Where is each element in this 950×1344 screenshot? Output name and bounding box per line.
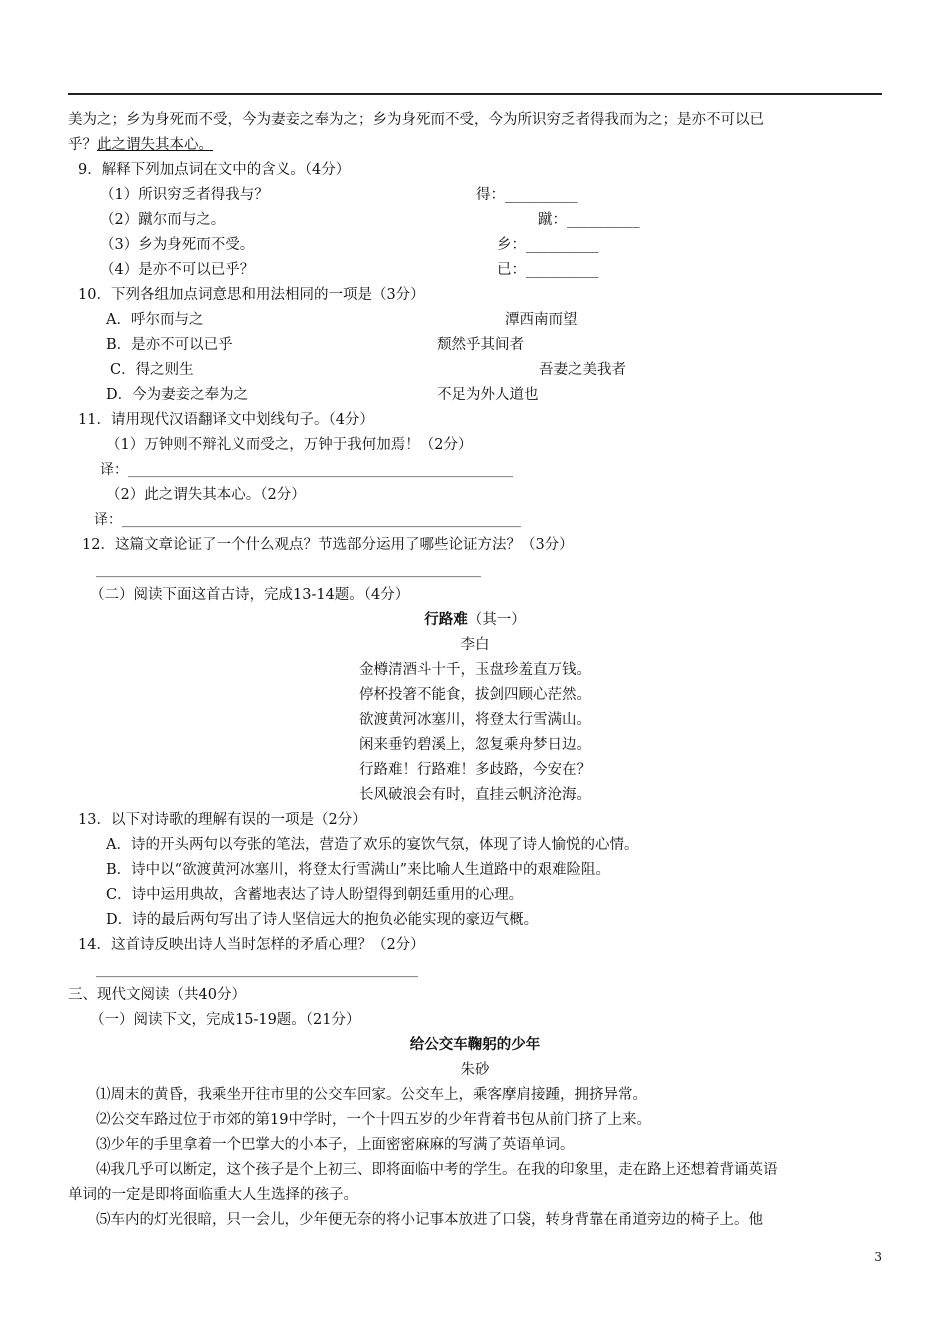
q10-option-a-pair: 潭西南而望 [505,312,578,328]
q10-option-b-pair: 颓然乎其间者 [437,337,524,353]
question-13: 13．以下对诗歌的理解有误的一项是（2分） [78,812,367,828]
poem-line-2: 停杯投箸不能食，拔剑四顾心茫然。 [359,687,591,703]
poem-title-line [0,610,950,630]
poem-line-6: 长风破浪会有时，直挂云帆济沧海。 [359,787,591,803]
question-11: 11．请用现代汉语翻译文中划线句子。（4分） [78,412,374,428]
q10-option-c: C．得之则生 [110,362,194,378]
poem-line-3: 欲渡黄河冰塞川，将登太行雪满山。 [359,712,591,728]
article-paragraph-4-line-2: 单词的一定是即将面临重大人生选择的孩子。 [68,1187,358,1203]
passage-line-1: 美为之；乡为身死而不受，今为妻妾之奉为之；乡为身死而不受，今为所识穷乏者得我而为之；是亦不可以已 [68,112,764,128]
q9-blank-1[interactable]: 得：__________ [476,187,578,203]
poem-author: 李白 [460,637,490,653]
q13-option-d: D．诗的最后两句写出了诗人坚信远大的抱负必能实现的豪迈气概。 [106,912,539,928]
q10-option-d-pair: 不足为外人道也 [437,387,539,403]
q11-sentence-2: （2）此之谓失其本心。（2分） [106,487,306,503]
header-rule [68,93,882,95]
page-number: 3 [874,1250,882,1264]
q13-option-a: A．诗的开头两句以夸张的笔法，营造了欢乐的宴饮气氛，体现了诗人愉悦的心情。 [106,837,639,853]
poem-line-5: 行路难！行路难！多歧路，今安在？ [359,762,591,778]
q10-option-d: D．今为妻妾之奉为之 [106,387,249,403]
poem-subtitle: （其一） [467,612,526,628]
q10-option-b: B．是亦不可以已乎 [106,337,233,353]
q9-item-3: （3）乡为身死而不受。 [100,237,255,253]
q9-blank-4[interactable]: 已：__________ [497,262,599,278]
q9-item-4: （4）是亦不可以已乎？ [100,262,255,278]
article-paragraph-3: ⑶少年的手里拿着一个巴掌大的小本子，上面密密麻麻的写满了英语单词。 [96,1137,575,1153]
q9-blank-3[interactable]: 乡：__________ [497,237,599,253]
q11-translation-2[interactable]: 译：_________________________________________________________ [94,512,521,528]
q14-answer-line[interactable]: ______________________________________________ [96,962,418,978]
article-title: 给公交车鞠躬的少年 [409,1036,541,1053]
question-9: 9．解释下列加点词在文中的含义。（4分） [78,162,351,178]
article-paragraph-5: ⑸车内的灯光很暗，只一会儿，少年便无奈的将小记事本放进了口袋，转身背靠在甬道旁边的椅子上。他 [96,1212,763,1228]
passage-line-2: 乎？此之谓失其本心。 [68,137,213,153]
question-14: 14．这首诗反映出诗人当时怎样的矛盾心理？（2分） [78,937,425,953]
q10-option-a: A．呼尔而与之 [106,312,204,328]
article-paragraph-2: ⑵公交车路过位于市郊的第19中学时，一个十四五岁的少年背着书包从前门挤了上来。 [96,1112,651,1128]
q9-item-1: （1）所识穷乏者得我与？ [100,187,269,203]
question-12: 12．这篇文章论证了一个什么观点？节选部分运用了哪些论证方法？（3分） [82,537,574,553]
poem-line-1: 金樽清酒斗十千，玉盘珍羞直万钱。 [359,662,591,678]
section-3-heading: 三、现代文阅读（共40分） [68,987,246,1003]
poem-line-4: 闲来垂钓碧溪上，忽复乘舟梦日边。 [359,737,591,753]
q10-option-c-pair: 吾妻之美我者 [539,362,626,378]
section-3-1-heading: （一）阅读下文，完成15-19题。（21分） [90,1012,361,1028]
q9-blank-2[interactable]: 蹴：__________ [538,212,640,228]
article-paragraph-4-line-1: ⑷我几乎可以断定，这个孩子是个上初三、即将面临中考的学生。在我的印象里，走在路上还想着背诵英语 [96,1162,778,1178]
q9-item-2: （2）蹴尔而与之。 [100,212,226,228]
q13-option-b: B．诗中以“欲渡黄河冰塞川，将登太行雪满山”来比喻人生道路中的艰难险阻。 [106,862,610,878]
poem-title: 行路难 [424,611,468,628]
q11-sentence-1: （1）万钟则不辩礼义而受之，万钟于我何加焉！（2分） [106,437,473,453]
q12-answer-line[interactable]: _______________________________________________________ [96,562,481,578]
section-2-heading: （二）阅读下面这首古诗，完成13-14题。（4分） [90,587,410,603]
underlined-sentence: 此之谓失其本心。 [97,137,213,153]
article-paragraph-1: ⑴周末的黄昏，我乘坐开往市里的公交车回家。公交车上，乘客摩肩接踵，拥挤异常。 [96,1087,647,1103]
article-author: 朱砂 [460,1062,490,1078]
question-10: 10．下列各组加点词意思和用法相同的一项是（3分） [78,287,425,303]
q13-option-c: C．诗中运用典故，含蓄地表达了诗人盼望得到朝廷重用的心理。 [106,887,524,903]
q11-translation-1[interactable]: 译：_______________________________________________________ [100,462,513,478]
